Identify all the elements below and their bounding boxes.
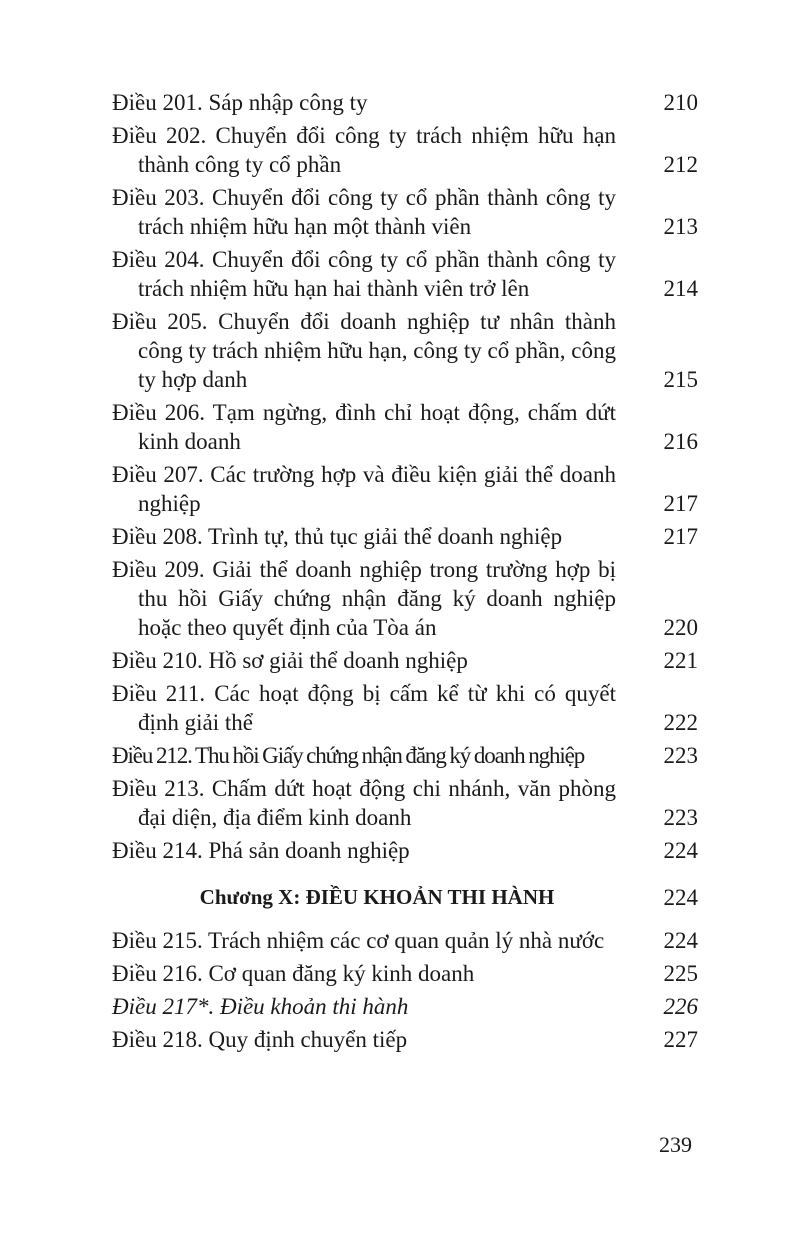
toc-entry-title: Điều 216. Cơ quan đăng ký kinh doanh <box>112 961 475 986</box>
toc-entry-title: Điều 202. Chuyển đổi công ty trách nhiệm hữu hạn thành công ty cổ phần <box>112 123 616 177</box>
toc-entry-title: Điều 215. Trách nhiệm các cơ quan quản lý nhà nước <box>112 928 605 953</box>
page-number: 239 <box>659 1132 692 1157</box>
toc-entry-216 <box>112 959 698 988</box>
toc-entry-title: Điều 201. Sáp nhập công ty <box>112 90 368 115</box>
toc-entry-page: 220 <box>663 615 698 640</box>
chapter-title: Chương X: ĐIỀU KHOẢN THI HÀNH <box>199 885 555 909</box>
toc-entry-title: Điều 207. Các trường hợp và điều kiện giải thể doanh nghiệp <box>112 462 616 516</box>
toc-entry-206 <box>112 398 698 456</box>
toc-entry-208 <box>112 522 698 551</box>
toc-entry-title: Điều 210. Hồ sơ giải thể doanh nghiệp <box>112 648 468 673</box>
toc-entry-215 <box>112 926 698 955</box>
toc-entry-page: 224 <box>663 928 698 953</box>
toc-entry-page: 224 <box>663 838 698 863</box>
toc-entry-page: 223 <box>663 743 698 768</box>
toc-entry-218 <box>112 1025 698 1054</box>
toc-entry-title: Điều 203. Chuyển đổi công ty cổ phần thành công ty trách nhiệm hữu hạn một thành viên <box>112 185 616 239</box>
toc-entry-title: Điều 204. Chuyển đổi công ty cổ phần thành công ty trách nhiệm hữu hạn hai thành viên trở lên <box>112 247 616 301</box>
toc-entry-202 <box>112 121 698 179</box>
toc-entry-title: Điều 213. Chấm dứt hoạt động chi nhánh, văn phòng đại diện, địa điểm kinh doanh <box>112 776 616 830</box>
toc-entry-page: 212 <box>663 152 698 177</box>
toc-entry-page: 213 <box>663 214 698 239</box>
toc-entry-title: Điều 211. Các hoạt động bị cấm kể từ khi có quyết định giải thể <box>112 681 616 735</box>
toc-entry-211 <box>112 679 698 737</box>
toc-entry-207 <box>112 460 698 518</box>
toc-entry-page: 223 <box>663 805 698 830</box>
toc-entry-title: Điều 212. Thu hồi Giấy chứng nhận đăng ký doanh nghiệp <box>112 743 585 768</box>
toc-entry-204 <box>112 245 698 303</box>
toc-entry-title: Điều 214. Phá sản doanh nghiệp <box>112 838 410 863</box>
toc-entry-title: Điều 209. Giải thể doanh nghiệp trong trường hợp bị thu hồi Giấy chứng nhận đăng ký doanh nghiệp hoặc theo quyết định của Tòa án <box>112 557 616 640</box>
chapter-page: 224 <box>663 885 698 910</box>
toc-entry-page: 227 <box>663 1027 698 1052</box>
toc-entry-page: 210 <box>663 90 698 115</box>
toc-entry-page: 217 <box>663 524 698 549</box>
toc-entry-217 <box>112 992 698 1021</box>
toc-entry-201 <box>112 88 698 117</box>
toc-entry-213 <box>112 774 698 832</box>
toc-entry-page: 225 <box>663 961 698 986</box>
chapter-heading <box>112 883 698 912</box>
toc-entry-page: 222 <box>663 710 698 735</box>
toc-entry-210 <box>112 646 698 675</box>
toc-entry-title: Điều 208. Trình tự, thủ tục giải thể doanh nghiệp <box>112 524 563 549</box>
toc-entry-title: Điều 218. Quy định chuyển tiếp <box>112 1027 408 1052</box>
table-of-contents <box>112 88 698 1058</box>
toc-entry-page: 215 <box>663 367 698 392</box>
toc-entry-214 <box>112 836 698 865</box>
toc-entry-page: 217 <box>663 491 698 516</box>
toc-entry-page: 216 <box>663 429 698 454</box>
toc-entry-page: 214 <box>663 276 698 301</box>
toc-entry-title: Điều 205. Chuyển đổi doanh nghiệp tư nhân thành công ty trách nhiệm hữu hạn, công ty cổ phần, công ty hợp danh <box>112 309 616 392</box>
toc-entry-209 <box>112 555 698 642</box>
toc-entry-title: Điều 217*. Điều khoản thi hành <box>112 994 409 1019</box>
toc-entry-205 <box>112 307 698 394</box>
toc-entry-212 <box>112 741 698 770</box>
toc-entry-title: Điều 206. Tạm ngừng, đình chỉ hoạt động, chấm dứt kinh doanh <box>112 400 616 454</box>
toc-entry-203 <box>112 183 698 241</box>
toc-entry-page: 221 <box>663 648 698 673</box>
toc-entry-page: 226 <box>663 994 698 1019</box>
